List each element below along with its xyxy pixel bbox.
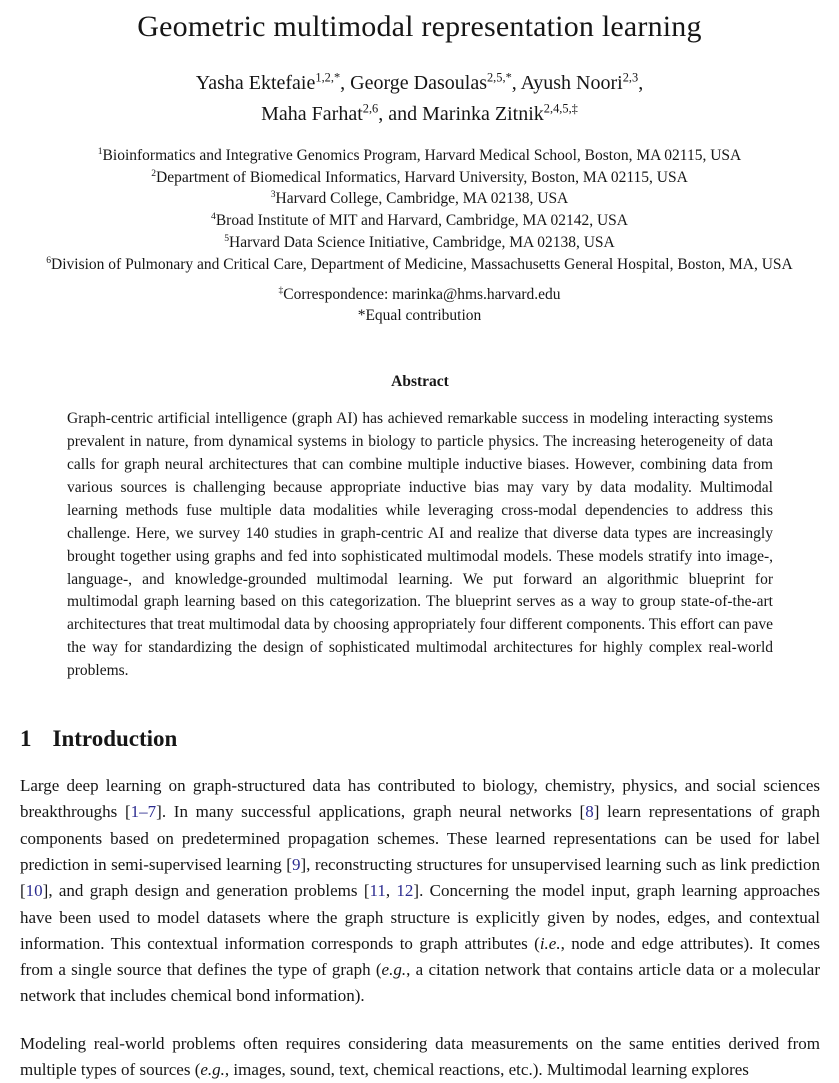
superscript-marker: 2,5,* — [486, 70, 512, 85]
abstract-text: Graph-centric artificial intelligence (graph AI) has achieved remarkable success in modeling interacting systems prevalent in nature, from dynamical systems in biology to particle physics. The increasing heterogeneity of data calls for graph neural architectures that can combine multiple inductive biases. However, combining data from various sources is challenging because appropriate inductive bias may vary by data modality. Multimodal learning methods fuse multiple data modalities while leveraging cross-modal dependencies to address this challenge. Here, we survey 140 studies in graph-centric AI and realize that diverse data types are increasingly brought together using graphs and fed into sophisticated multimodal models. These models stratify into image-, language-, and knowledge-grounded multimodal learning. We put forward an algorithmic blueprint for multimodal graph learning based on this categorization. The blueprint serves as a way to group state-of-the-art architectures that treat multimodal data by choosing appropriately four different components. This effort can pave the way for standardizing the design of sophisticated multimodal architectures for highly complex real-world problems. — [67, 410, 773, 680]
superscript-marker: 3 — [270, 189, 276, 201]
superscript-marker: 5 — [224, 232, 230, 244]
introduction-body — [20, 773, 820, 1083]
section-title: Introduction — [52, 726, 178, 752]
superscript-marker: 2,3 — [622, 70, 639, 85]
affiliation-line: $^5$Harvard Data Science Initiative, Cambridge, MA 02138, USA — [224, 232, 615, 251]
affiliation-block — [0, 145, 839, 275]
superscript-marker: ‡ — [278, 285, 284, 297]
citation-link[interactable]: 9 — [291, 854, 301, 874]
section-number: 1 — [20, 726, 32, 752]
affiliation-line: $^4$Broad Institute of MIT and Harvard, Cambridge, MA 02142, USA — [211, 210, 628, 230]
affiliation-line: $^3$Harvard College, Cambridge, MA 02138, USA — [270, 189, 569, 208]
notes-block — [0, 284, 839, 326]
citation-link[interactable]: 10 — [25, 881, 43, 901]
citation-link[interactable]: 11 — [369, 881, 386, 901]
affiliation-line: $^2$Department of Biomedical Informatics, Harvard University, Boston, MA 02115, USA — [151, 167, 688, 186]
paragraph: Modeling real-world problems often requires considering data measurements on the same entities derived from multiple types of sources (e.g., images, sound, text, chemical reactions, etc.). Multimodal learning explores — [20, 1033, 820, 1080]
superscript-marker: 2,4,5,‡ — [543, 101, 578, 116]
section-heading-introduction — [20, 726, 819, 752]
superscript-marker: 6 — [46, 254, 52, 266]
correspondence-line: ‡Correspondence: marinka@hms.harvard.edu — [278, 285, 561, 304]
citation-link[interactable]: 1–7 — [130, 802, 157, 822]
affiliation-line: $^6$Division of Pulmonary and Critical Care, Department of Medicine, Massachusetts General Hospital, Boston, MA, USA — [46, 254, 793, 273]
author-line: Maha Farhat$^{2,6}$, and Marinka Zitnik$^{2,4,5,\ddagger}$ — [261, 101, 578, 125]
abstract-heading: Abstract — [391, 373, 449, 391]
equal-contribution-line: *Equal contribution — [357, 307, 482, 325]
citation-link[interactable]: 12 — [396, 881, 414, 901]
superscript-marker: 4 — [211, 210, 216, 222]
abstract-section — [67, 373, 773, 683]
paragraph: Large deep learning on graph-structured data has contributed to biology, chemistry, physics, and social sciences breakthroughs [1–7]. In many successful applications, graph neural networks [8] learn representations of graph components based on predetermined propagation schemes. These learned representations can be used for label prediction in semi-supervised learning [9], reconstructing structures for unsupervised learning such as link prediction [10], and graph design and generation problems [11, 12]. Concerning the model input, graph learning approaches have been used to model datasets where the graph structure is explicitly given by nodes, edges, and contextual information. This contextual information corresponds to graph attributes (i.e., node and edge attributes). It comes from a single source that defines the type of graph (e.g., a citation network that contains article data or a molecular network that includes chemical bond information). — [20, 776, 821, 1006]
superscript-marker: 1,2,* — [315, 70, 341, 85]
author-block — [0, 68, 839, 130]
paper-title: Geometric multimodal representation learning — [137, 10, 702, 43]
superscript-marker: 2,6 — [362, 101, 379, 116]
superscript-marker: 2 — [151, 167, 156, 179]
author-line: Yasha Ektefaie$^{1,2,*}$, George Dasoulas$^{2,5,*}$, Ayush Noori$^{2,3}$, — [195, 70, 644, 94]
affiliation-line: $^1$Bioinformatics and Integrative Genomics Program, Harvard Medical School, Boston, MA 02115, USA — [97, 145, 742, 164]
citation-link[interactable]: 8 — [585, 802, 594, 822]
superscript-marker: 1 — [97, 145, 103, 157]
